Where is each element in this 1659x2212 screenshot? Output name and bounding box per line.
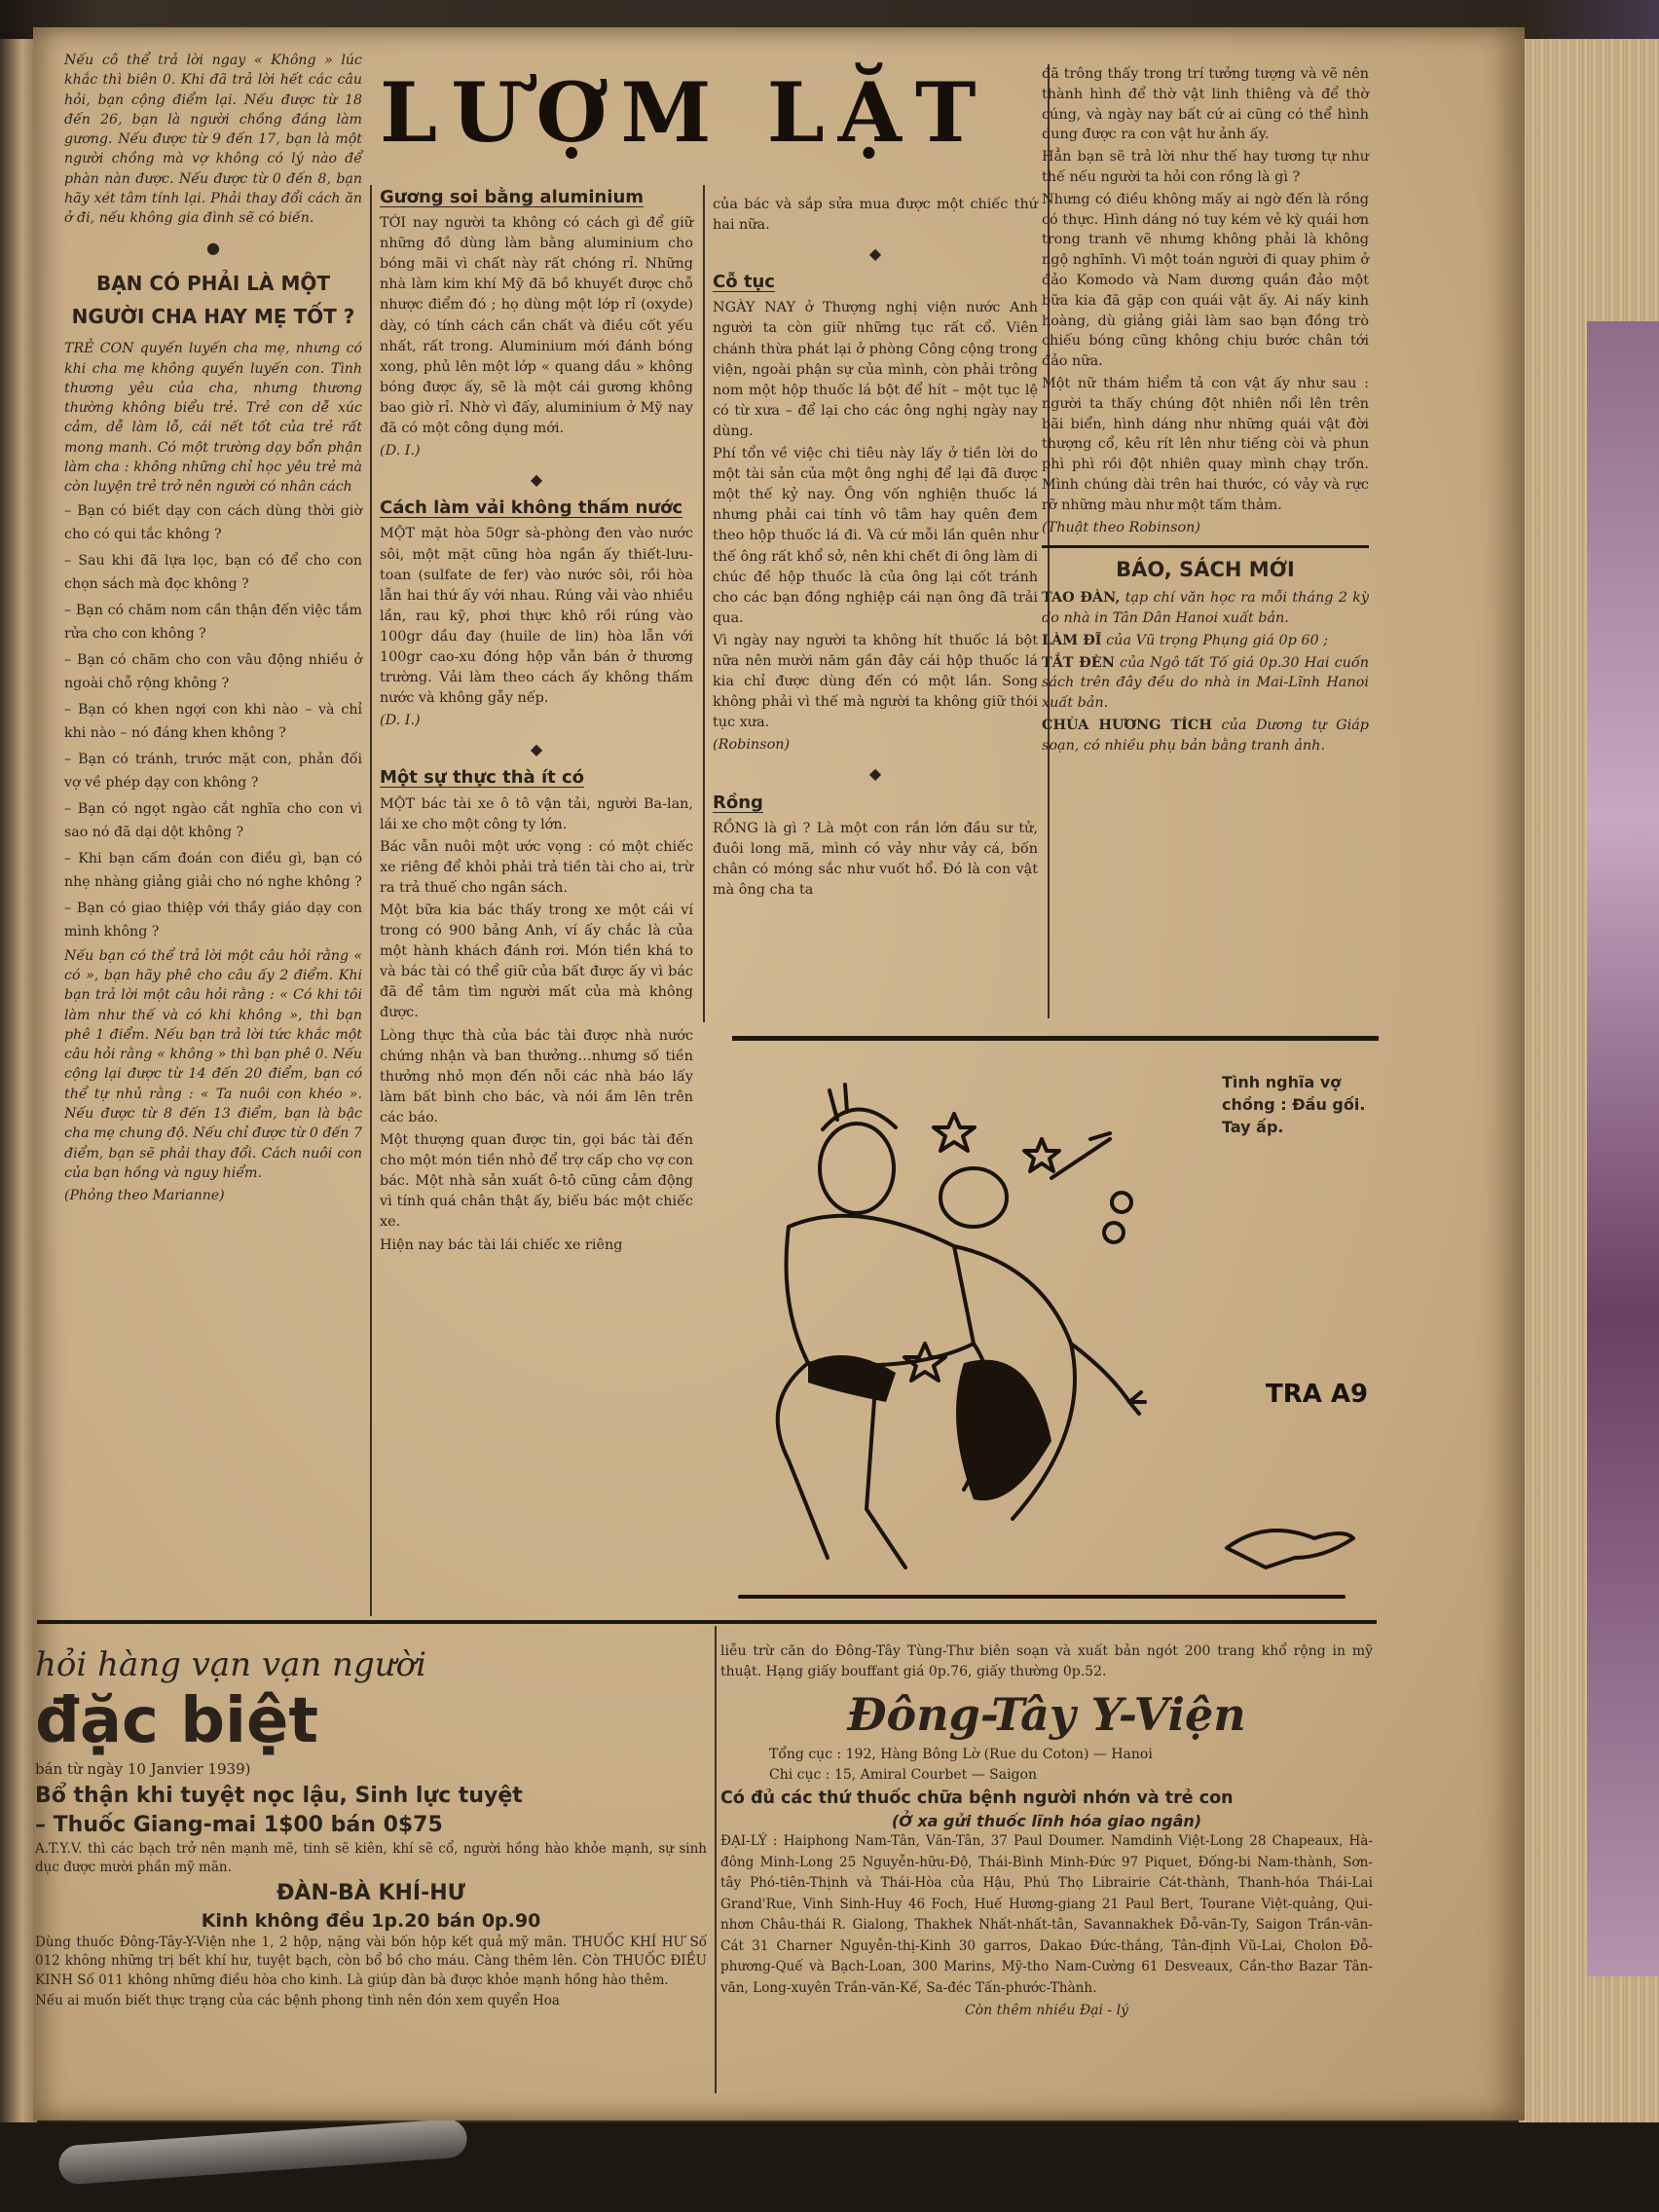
question-item: – Bạn có giao thiệp với thầy giáo dạy con mình không ?: [64, 900, 362, 940]
woman-dark-trousers: [956, 1360, 1051, 1501]
col1-credit: (Phỏng theo Marianne): [64, 1188, 225, 1204]
man-head: [820, 1124, 894, 1213]
book-item: TAO ĐÀN, tạp chí văn học ra mỗi tháng 2 kỳ do nhà in Tân Dân Hanoi xuất bản.: [1042, 589, 1369, 626]
article-credit: (Robinson): [713, 737, 791, 754]
article-credit: (D. I.): [380, 713, 421, 729]
fabric-background: [1587, 321, 1659, 1976]
star-1: [934, 1114, 975, 1151]
article-body: MỘT mặt hòa 50gr sà-phòng đen vào nước sôi, một mặt cũng hòa ngần ấy thiết-lưu-toan (sulfate de fer) vào nước sôi, rồi hòa lẫn hai thứ ấy với nhau. Rúng vải vào nhiều lần, rau kỹ, phơi thực khô rồi rúng vào 100gr dầu đay (huile de lin) hòa lẫn với 100gr cao-xu đóng hộp vẫn bán ở thương trường. Vải làm theo cách ấy không thấm nước và không gẫy nếp.: [380, 526, 693, 707]
article-paragraph: Một nữ thám hiểm tả con vật ấy như sau : người ta thấy chúng đột nhiên nổi lên trên bãi biển, hình dáng như những quái vật đời thượng cổ, kêu rít lên như tiếng còi và phun phì phì rồi đột nhiên quay mình chạy trốn. Mình chúng dài trên hai thước, có vảy và rực rỡ những màu như một tấm thảm.: [1042, 375, 1369, 513]
article-title: Rồng: [713, 792, 763, 813]
ad-product-line: Bổ thận khi tuyệt nọc lậu, Sinh lực tuyệt: [35, 1783, 523, 1808]
cartoon-signature: TRA A9: [1266, 1380, 1369, 1409]
article-credit: (D. I.): [380, 443, 421, 460]
question-item: – Khi bạn cấm đoán con điều gì, bạn có nhẹ nhàng giảng giải cho nó nghe không ?: [64, 850, 362, 891]
article-paragraph: Lòng thực thà của bác tài được nhà nước chứng nhận và ban thưởng…nhưng số tiền thưởng nhỏ mọn đến nỗi các nhà báo lấy làm bất bình cho bác, và nói ầm lên trên các báo.: [380, 1027, 693, 1125]
ad-claim-note: (Ở xa gửi thuốc lĩnh hóa giao ngân): [891, 1812, 1202, 1830]
article-title: Cách làm vải không thấm nước: [380, 498, 683, 519]
question-item: – Bạn có tránh, trước mặt con, phản đối vợ về phép dạy con không ?: [64, 751, 362, 792]
question-item: – Bạn có ngọt ngào cắt nghĩa cho con vì sao nó đã dại dột không ?: [64, 800, 362, 841]
ad-slogan: hỏi hàng vạn vạn người: [35, 1645, 426, 1684]
article-paragraph: Một bữa kia bác thấy trong xe một cái ví trong có 900 bảng Anh, ví ấy chắc là của một hành khách đánh rơi. Món tiền khá to và bác tài có thể giữ của bất được ấy vì bác đã để tâm tìm người mất của mà không được.: [380, 903, 693, 1021]
ad-more-agents: Còn thêm nhiều Đại - lý: [965, 2003, 1128, 2018]
ad-address-hq: Tổng cục : 192, Hàng Bông Lờ (Rue du Coton) — Hanoi: [769, 1747, 1153, 1762]
separator-diamond: ◆: [530, 470, 543, 490]
ad-agents: ĐẠI-LÝ : Haiphong Nam-Tân, Văn-Tân, 37 Paul Doumer. Namdinh Việt-Long 28 Chapeaux, Hà-đông Minh-Long 25 Nguyễn-hữu-Độ, Thái-Bình Minh-Đức 97 Piquet, Đống-bi Nam-thành, Sơn-tây Phó-tiên-Thịnh và Thái-Hòa của Hậu, Phú Thọ Librairie Cát-thành, Thanh-hóa Thái-Lai Grand'Rue, Vinh Sinh-Huy 46 Foch, Huế Hương-giang 21 Paul Bert, Tourane Việt-quảng, Qui-nhơn Châu-thái R. Gialong, Thakhek Nhất-nhất-tân, Savannakhek Đỗ-văn-Ty, Saigon Trần-văn-Cát 31 Charner Nguyễn-thị-Kinh 30 garros, Dakao Đức-thắng, Tân-định Vũ-Lai, Cholon Đỗ-phương-Quế và Bạch-Loan, 300 Marins, Mỹ-tho Nam-Cường 61 Desveaux, Cần-thơ Bazar Tân-văn, Long-xuyên Trần-văn-Kế, Sa-đéc Tấn-phước-Thành.: [720, 1833, 1373, 1996]
section-rule: [1042, 545, 1369, 548]
ad-brand: Đông-Tây Y-Viện: [847, 1688, 1246, 1741]
article-paragraph: Một thượng quan được tin, gọi bác tài đến cho một món tiền nhỏ để trợ cấp cho vợ con bác. Một nhà sản xuất ô-tô cũng cảm động vì tính quá chân thật ấy, biếu bác một chiếc xe.: [380, 1132, 693, 1231]
book-item: LÀM ĐĨ của Vũ trọng Phụng giá 0p 60 ;: [1042, 631, 1329, 648]
column-4: [1042, 64, 1369, 758]
cartoon-caption: Tình nghĩa vợ chồng : Đầu gối. Tay ấp.: [1222, 1073, 1366, 1136]
ad-body: Dùng thuốc Đông-Tây-Y-Viện nhe 1, 2 hộp, nặng vài bốn hộp kết quả mỹ mãn. THUỐC KHÍ HƯ Số 012 không những trị bết khí hư, tuyệt bạch, còn bổ bồ cho máu. Càng thêm lên. Còn THUỐC ĐIỀU KINH Số 011 không những điều hòa cho kinh. Là giúp đàn bà được khỏe mạnh hồng hào thêm.: [35, 1934, 707, 1988]
article-title: Gương soi bằng aluminium: [380, 187, 645, 207]
question-item: – Sau khi đã lựa lọc, bạn có để cho con chọn sách mà đọc không ?: [64, 552, 362, 593]
ad-right: [720, 1641, 1373, 2021]
article-paragraph: NGÀY NAY ở Thượng nghị viện nước Anh người ta còn giữ những tục rất cổ. Viên chánh thừa phát lại ở phòng Công cộng trong viện, ngoài phận sự của mình, còn phải trông nom một hộp thuốc lá bột để hít – một tục lệ có từ xưa – để lại cho các ông nghị ngày nay dùng.: [713, 300, 1038, 439]
ad-claim: Có đủ các thứ thuốc chữa bệnh người nhớn và trẻ con: [720, 1788, 1234, 1808]
separator-dot: ●: [206, 238, 220, 257]
ad-body: A.T.Y.V. thì các bạch trở nên mạnh mẽ, tinh sẽ kiên, khí sẽ cổ, người hồng hào khỏe mạnh, sự sinh dục được mười phần mỹ mãn.: [35, 1840, 707, 1875]
star-2: [1024, 1139, 1059, 1171]
bottom-section-rule: [37, 1620, 1377, 1624]
question-item: – Bạn có biết dạy con cách dùng thời giờ cho có qui tắc không ?: [64, 502, 362, 543]
woman-head: [940, 1168, 1007, 1227]
column-3: [713, 195, 1038, 903]
article-title: Cỗ tục: [713, 272, 775, 293]
article-title: Một sự thực thà ít có: [380, 767, 585, 789]
woman-arm-raised: [1051, 1133, 1110, 1178]
ad-headline: đặc biệt: [35, 1685, 318, 1757]
col1-lead: TRẺ CON quyến luyến cha mẹ, nhưng có khi cha mẹ không quyến luyến con. Tình thương yêu của cha, nhưng thương thường không biểu trẻ. Trẻ con dễ xúc cảm, dễ làm lỗ, cái nết tốt của trẻ rất mong manh. Có một trường dạy bổn phận làm cha : không những chỉ học yêu trẻ mà còn luyện trẻ trở nên người có nhân cách: [64, 341, 362, 496]
article-paragraph: Bác vẫn nuôi một ước vọng : có một chiếc xe riêng để khỏi phải trả tiền tài cho ai, trừ ra trả thuế cho ngân sách.: [380, 838, 693, 896]
article-body: RỒNG là gì ? Là một con rắn lớn đầu sư tử, đuôi long mã, mình có vảy như vảy cá, bốn chân có móng sắc như vuốt hổ. Đó là con vật mà ông cha ta: [713, 820, 1038, 898]
ad-subhead: ĐÀN-BÀ KHÍ-HƯ: [276, 1880, 466, 1905]
article-paragraph: Nhưng có điều không mấy ai ngờ đến là rồng có thực. Hình dáng nó tuy kém vẻ kỳ quái hơn trong tranh vẽ nhưng không phải là không ngộ nghĩnh. Vì một toán người đi quay phim ở đảo Komodo và Nam dương quần đảo một bữa kia đã gặp con quái vật ấy. Ai nấy kinh hoàng, dù giảng giải làm sao bạn đồng trò chiếu bóng cũng không chịu bước chân tới đảo nữa.: [1042, 191, 1369, 370]
article-paragraph: MỘT bác tài xe ô tô vận tải, người Ba-lan, lái xe cho một công ty lớn.: [380, 795, 693, 832]
article-paragraph: Vì ngày nay người ta không hít thuốc lá bột nữa nên mười năm gần đây cái hộp thuốc lá kia chỉ được dùng đến có một lần. Song không phải vì thế mà người ta không giữ thói tục xưa.: [713, 632, 1038, 731]
cat: [1227, 1530, 1353, 1567]
book-item: CHÙA HƯƠNG TÍCH của Dương tự Giáp soạn, có nhiều phụ bản bằng tranh ảnh.: [1042, 716, 1369, 754]
ad-intro: liễu trừ căn do Đông-Tây Tùng-Thư biên soạn và xuất bản ngót 200 trang khổ rộng in mỹ thuật. Hạng giấy bouffant giá 0p.76, giấy thường 0p.52.: [720, 1643, 1373, 1679]
col1-intro: Nếu cô thể trả lời ngay « Không » lúc khắc thì biên 0. Khi đã trả lời hết các câu hỏi, bạn cộng điểm lại. Nếu được từ 18 đến 26, bạn là người chồng đáng làm gương. Nếu được từ 9 đến 17, bạn là một người chồng mà vợ không có lý nào để phàn nàn được. Nếu được từ 0 đến 8, bạn hãy xét tâm tính lại. Phải thay đổi cách ăn ở đi, nếu không gia đình sẽ có biến.: [64, 53, 362, 227]
man-torso: [787, 1216, 975, 1366]
question-item: – Bạn có chăm cho con vâu động nhiều ở ngoài chỗ rộng không ?: [64, 651, 362, 692]
article-body: TỚI nay người ta không có cách gì để giữ những đồ dùng làm bằng aluminium cho bóng mãi vì chất này rất chóng rỉ. Những nhà làm kim khí Mỹ đã bồ khuyết được chỗ nhược điểm đó ; họ dùng một lớp rỉ (oxyde) dày, có tính cách cần chất và điều cốt yếu nhất, rất trong. Aluminium mới đánh bóng xong, phủ lên một lớp « quang dầu » không bóng được ấy, sẽ là một cái gương không bao giờ rỉ. Nhờ vì đấy, aluminium ở Mỹ nay đã có một công dụng mới.: [380, 215, 693, 437]
separator-diamond: ◆: [868, 244, 882, 264]
glasses-lens: [1104, 1223, 1124, 1242]
glasses-lens: [1112, 1193, 1131, 1212]
column-1: [64, 51, 362, 1210]
cartoon-top-rule: [732, 1036, 1379, 1041]
col1-title: BẠN CÓ PHẢI LÀ MỘT NGƯỜI CHA HAY MẸ TỐT ?: [71, 272, 355, 329]
ad-subhead-price: Kinh không đều 1p.20 bán 0p.90: [201, 1909, 541, 1932]
article-continuation: đã trông thấy trong trí tưởng tượng và vẽ nên thành hình để thờ vật linh thiêng và để thờ cúng, và ngày nay bất cứ ai cũng có thể hình dung được ra con vật hư ảnh ấy.: [1042, 66, 1369, 143]
woman-arm: [1071, 1344, 1145, 1414]
books-title: BÁO, SÁCH MỚI: [1116, 558, 1295, 582]
col1-scoring: Nếu bạn có thể trả lời một câu hỏi rằng « có », bạn hãy phê cho câu ấy 2 điểm. Khi bạn trả lời một câu hỏi rằng : « Có khi tôi làm như thế và có khi không », thì bạn phê 1 điểm. Nếu bạn trả lời tức khắc một câu hỏi rằng « không » thì bạn phê 0. Nếu cộng lại được từ 14 đến 20 điểm, bạn có thể tự nhủ rằng : « Ta nuôi con khéo ». Nếu được từ 8 đến 13 điểm, bạn là bậc cha mẹ chung độ. Nếu chỉ được từ 0 đến 7 điểm, bạn sẽ phải thay đổi. Cách nuôi con của bạn hồng và nguy hiểm.: [64, 947, 362, 1181]
question-item: – Bạn có khen ngợi con khi nào – và chỉ khi nào – nó đáng khen không ?: [64, 701, 362, 742]
masthead-title: LƯỢM LẶT: [380, 64, 990, 161]
article-continuation: của bác và sắp sửa mua được một chiếc thứ hai nữa.: [713, 197, 1038, 234]
book-item: TẮT ĐÈN của Ngô tất Tố giá 0p.30 Hai cuốn sách trên đây đều do nhà in Mai-Lĩnh Hanoi xuất bản.: [1042, 653, 1370, 712]
ad-date-line: bán từ ngày 10 Janvier 1939): [35, 1760, 251, 1778]
ad-address-branch: Chi cục : 15, Amiral Courbet — Saigon: [769, 1767, 1037, 1783]
ad-price-line: – Thuốc Giang-mai 1$00 bán 0$75: [35, 1812, 443, 1837]
article-paragraph: Hẳn bạn sẽ trả lời như thế hay tương tự như thế nếu người ta hỏi con rồng là gì ?: [1042, 149, 1369, 185]
ad-left: [35, 1645, 707, 2012]
column-rule: [703, 185, 705, 1022]
separator-diamond: ◆: [530, 740, 543, 759]
article-paragraph: Phí tổn về việc chi tiêu này lấy ở tiền lời do một tài sản của một ông nghị để lại đã được một thế kỷ nay. Ông vốn nghiện thuốc lá nhưng phải cai tính vô tâm hay quên đem theo hộp thuốc lá đi. Và cứ mỗi lần quên như thế ông rất khổ sở, nên khi chết đi ông làm di chúc đề hộp thuốc là của ông lại cốt tránh cho các bạn đồng nghiệp cái nạn ông đã trải qua.: [713, 446, 1038, 626]
column-2: [380, 187, 693, 1258]
article-paragraph: Hiện nay bác tài lái chiếc xe riêng: [380, 1236, 623, 1253]
question-list: [64, 499, 362, 944]
question-item: – Bạn có chăm nom cần thận đến việc tắm rửa cho con không ?: [64, 602, 362, 643]
ad-divider: [715, 1626, 717, 2093]
man-belt-shadow: [808, 1355, 896, 1402]
separator-diamond: ◆: [868, 764, 882, 784]
left-page-edge: [0, 39, 37, 2122]
column-rule: [370, 185, 372, 1616]
article-credit: (Thuật theo Robinson): [1042, 519, 1201, 535]
star-3: [904, 1344, 945, 1381]
ad-footer: Nếu ai muốn biết thực trạng của các bệnh phong tình nên đón xem quyển Hoa: [35, 1993, 560, 2009]
